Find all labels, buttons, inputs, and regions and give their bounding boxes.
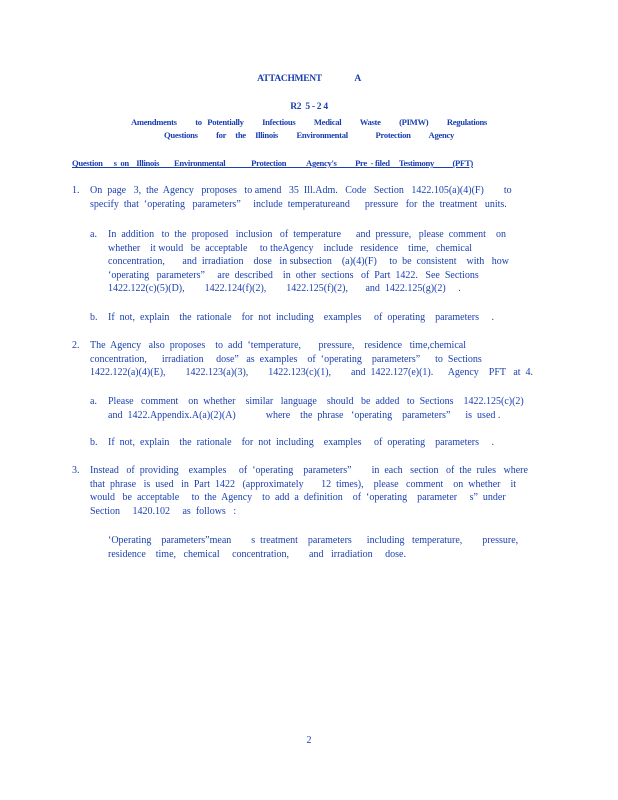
question-letter: b.	[90, 312, 98, 323]
text-line: ‘Operating parameters”mean s treatment parameters including temperature, pressure,	[108, 535, 519, 546]
questions-heading: Question s on Illinois Environmental Protection Agency's Pre - filed Testimony (PFT)	[72, 158, 473, 168]
docket-code: R2 5 - 2 4	[290, 102, 328, 112]
text-line: The Agency also proposes to add ‘temperature, pressure, residence time,chemical	[90, 340, 466, 351]
text-line: In addition to the proposed inclusion of temperature and pressure, please comment on	[108, 229, 506, 240]
subtitle-line-1: Amendments to Potentially Infectious Medical Waste (PIMW) Regulations	[131, 117, 487, 127]
question-number: 1.	[72, 185, 80, 196]
text-line: residence time, chemical concentration, and irradiation dose.	[108, 548, 406, 560]
question-text	[108, 395, 528, 422]
question-letter: b.	[90, 437, 98, 448]
text-line: 1422.122(c)(5)(D), 1422.124(f)(2), 1422.125(f)(2), and 1422.125(g)(2) .	[108, 283, 461, 294]
question-letter: a.	[90, 229, 97, 240]
text-line: would be acceptable to the Agency to add a definition of ‘operating parameter s” under	[90, 492, 506, 503]
question-text	[108, 311, 528, 325]
question-letter: a.	[90, 396, 97, 407]
subtitle-line-2: Questions for the Illinois Environmental Protection Agency	[164, 130, 454, 140]
text-line: On page 3, the Agency proposes to amend 35 Ill.Adm. Code Section 1422.105(a)(4)(F) to	[90, 185, 512, 196]
text-line: If not, explain the rationale for not including examples of operating parameters .	[108, 437, 495, 448]
text-line: Section 1420.102 as follows :	[90, 505, 237, 517]
text-line: whether it would be acceptable to theAgency include residence time, chemical	[108, 242, 473, 254]
text-line: 1422.122(a)(4)(E), 1422.123(a)(3), 1422.123(c)(1), and 1422.127(e)(1). Agency PFT at 4.	[90, 367, 534, 378]
question-text	[108, 228, 528, 296]
definition-text	[108, 534, 518, 561]
question-text	[90, 339, 534, 380]
text-line: concentration, and irradiation dose in subsection (a)(4)(F) to be consistent with how	[108, 256, 510, 267]
text-line: Instead of providing examples of ‘operating parameters” in each section of the rules where	[90, 465, 528, 476]
question-number: 2.	[72, 340, 80, 351]
question-text	[108, 436, 528, 450]
text-line: concentration, irradiation dose” as examples of ‘operating parameters” to Sections	[90, 353, 482, 365]
text-line: and 1422.Appendix.A(a)(2)(A) where the phrase ‘operating parameters” is used .	[108, 409, 501, 421]
text-line: If not, explain the rationale for not including examples of operating parameters .	[108, 312, 495, 323]
attachment-title: ATTACHMENT A	[257, 74, 361, 84]
question-text	[90, 464, 530, 518]
page-number: 2	[306, 735, 312, 746]
text-line: ‘operating parameters” are described in other sections of Part 1422. See Sections	[108, 269, 479, 281]
question-number: 3.	[72, 465, 80, 476]
question-text	[90, 184, 530, 211]
text-line: Please comment on whether similar language should be added to Sections 1422.125(c)(2)	[108, 396, 524, 407]
text-line: that phrase is used in Part 1422 (approximately 12 times), please comment on whether it	[90, 478, 517, 490]
text-line: specify that ‘operating parameters” include temperatureand pressure for the treatment units.	[90, 198, 507, 210]
